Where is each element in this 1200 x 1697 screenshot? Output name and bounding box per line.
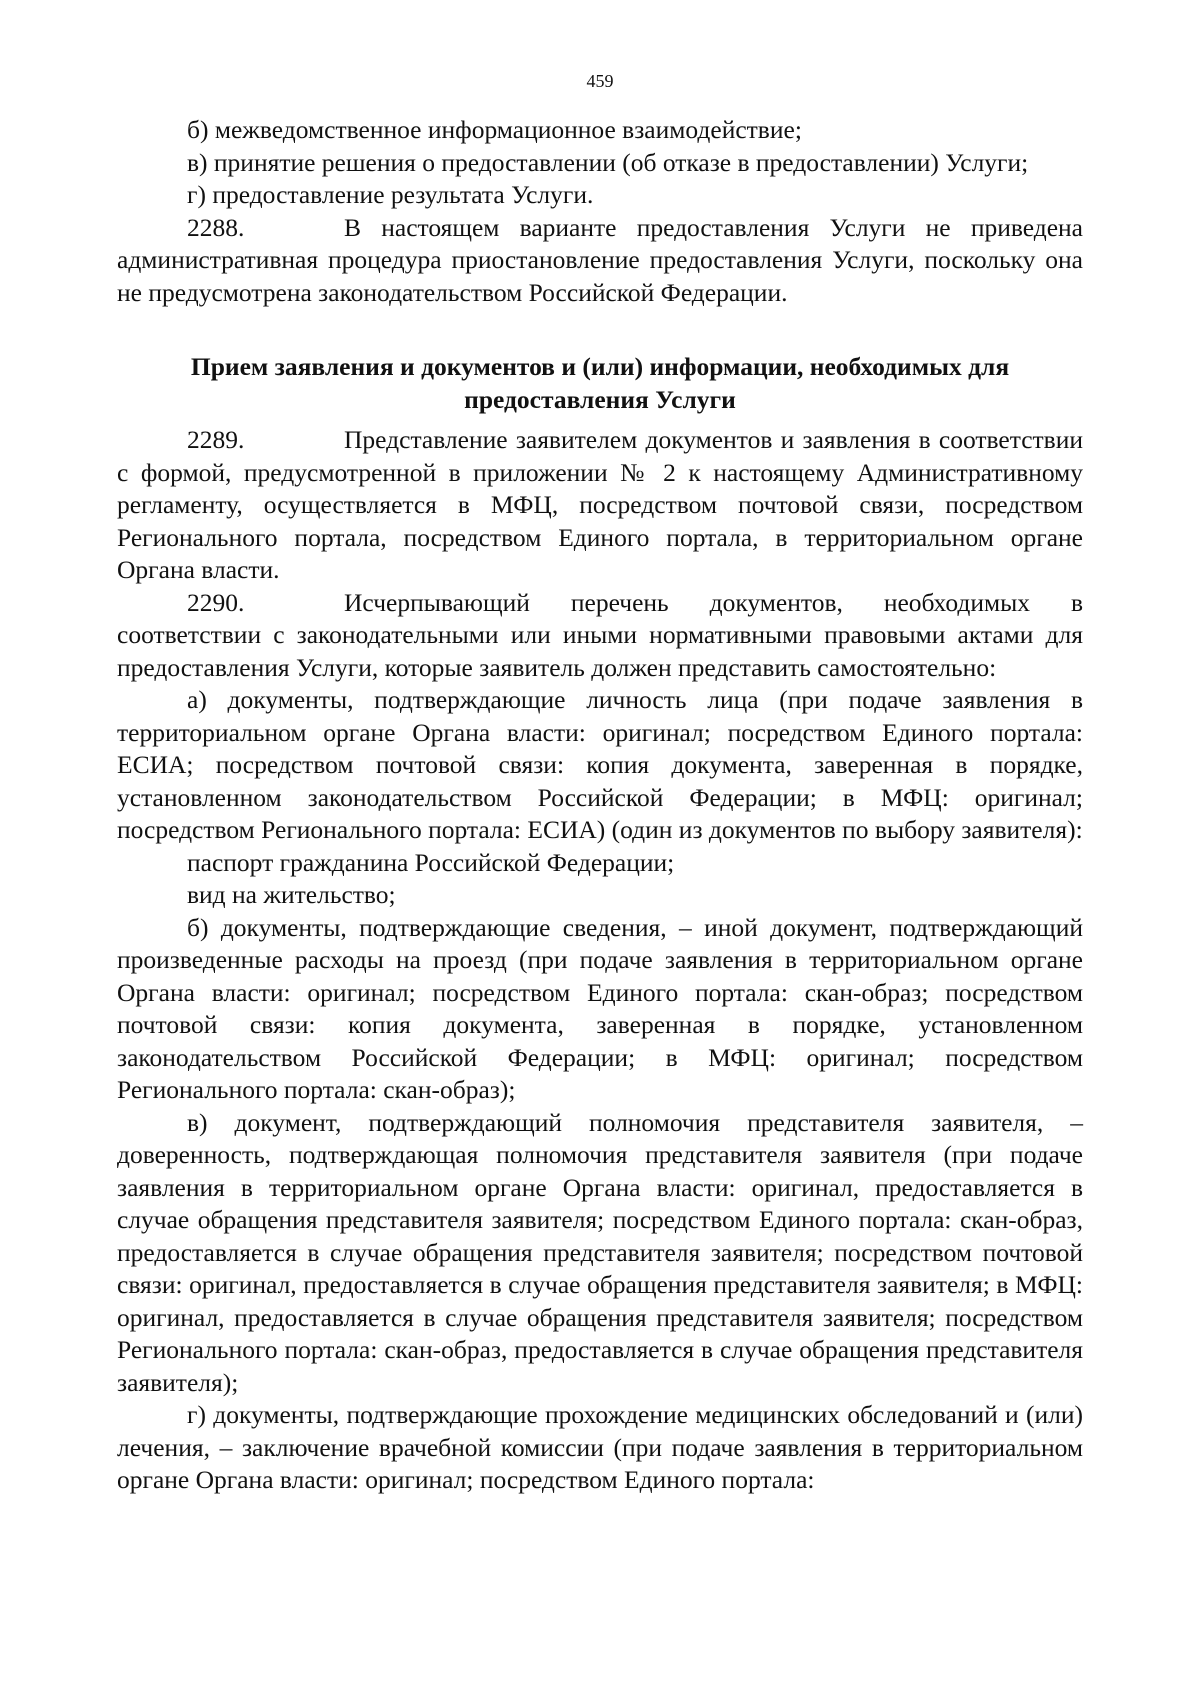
section-heading bbox=[117, 351, 1083, 416]
clause-2289 bbox=[117, 424, 1083, 587]
doc-item-v: в) документ, подтверждающий полномочия представителя заявителя, – доверенность, подтверждающая полномочия представителя заявителя (при подаче заявления в территориальном органе Органа власти: оригинал, предоставляется в случае обращения представителя заявителя; посредством Единого портала: скан-образ, предоставляется в случае обращения представителя заявителя; посредством почтовой связи: оригинал, предоставляется в случае обращения представителя заявителя; в МФЦ: оригинал, предоставляется в случае обращения представителя заявителя; посредством Регионального портала: скан-образ, предоставляется в случае обращения представителя заявителя); bbox=[117, 1107, 1083, 1397]
doc-item-b: б) документы, подтверждающие сведения, – иной документ, подтверждающий произведенные расходы на проезд (при подаче заявления в территориальном органе Органа власти: оригинал; посредством Единого портала: скан-образ; посредством почтовой связи: копия документа, заверенная в порядке, установленном законодательством Российской Федерации; в МФЦ: оригинал; посредством Регионального портала: скан-образ); bbox=[117, 912, 1083, 1104]
clause-text: Представление заявителем документов и заявления в соответствии с формой, предусмотренной в приложении № 2 к настоящему Административному регламенту, осуществляется в МФЦ, посредством почтовой связи, посредством Регионального портала, посредством Единого портала, в территориальном органе Органа власти. bbox=[117, 425, 1083, 584]
clause-number: 2288. bbox=[187, 212, 245, 242]
clause-2290 bbox=[117, 587, 1083, 685]
section-heading-line-2: предоставления Услуги bbox=[464, 384, 736, 414]
clause-number: 2290. bbox=[187, 587, 245, 617]
clause-number: 2289. bbox=[187, 425, 245, 454]
intro-item-g: г) предоставление результата Услуги. bbox=[187, 180, 594, 209]
section-heading-line-1: Прием заявления и документов и (или) информации, необходимых для bbox=[190, 352, 1010, 381]
document-body bbox=[117, 114, 1083, 1497]
intro-item-v: в) принятие решения о предоставлении (об отказе в предоставлении) Услуги; bbox=[187, 147, 1029, 177]
doc-item-g: г) документы, подтверждающие прохождение медицинских обследований и (или) лечения, – заключение врачебной комиссии (при подаче заявления в территориальном органе Органа власти: оригинал; посредством Единого портала: bbox=[117, 1400, 1083, 1494]
page-number: 459 bbox=[586, 71, 614, 91]
clause-text: Исчерпывающий перечень документов, необходимых в соответствии с законодательными или иными нормативными правовыми актами для предоставления Услуги, которые заявитель должен представить самостоятельно: bbox=[117, 587, 1083, 682]
intro-item-b: б) межведомственное информационное взаимодействие; bbox=[187, 115, 802, 144]
doc-item-passport: паспорт гражданина Российской Федерации; bbox=[187, 847, 675, 877]
clause-text: В настоящем варианте предоставления Услуги не приведена административная процедура приостановление предоставления Услуги, поскольку она не предусмотрена законодательством Российской Федерации. bbox=[117, 212, 1083, 307]
clause-2288 bbox=[117, 212, 1083, 310]
doc-item-a: а) документы, подтверждающие личность лица (при подаче заявления в территориальном органе Органа власти: оригинал; посредством Единого портала: ЕСИА; посредством почтовой связи: копия документа, заверенная в порядке, установленном законодательством Российской Федерации; в МФЦ: оригинал; посредством Регионального портала: ЕСИА) (один из документов по выбору заявителя): bbox=[117, 685, 1083, 844]
doc-item-residence-permit: вид на жительство; bbox=[187, 880, 396, 909]
